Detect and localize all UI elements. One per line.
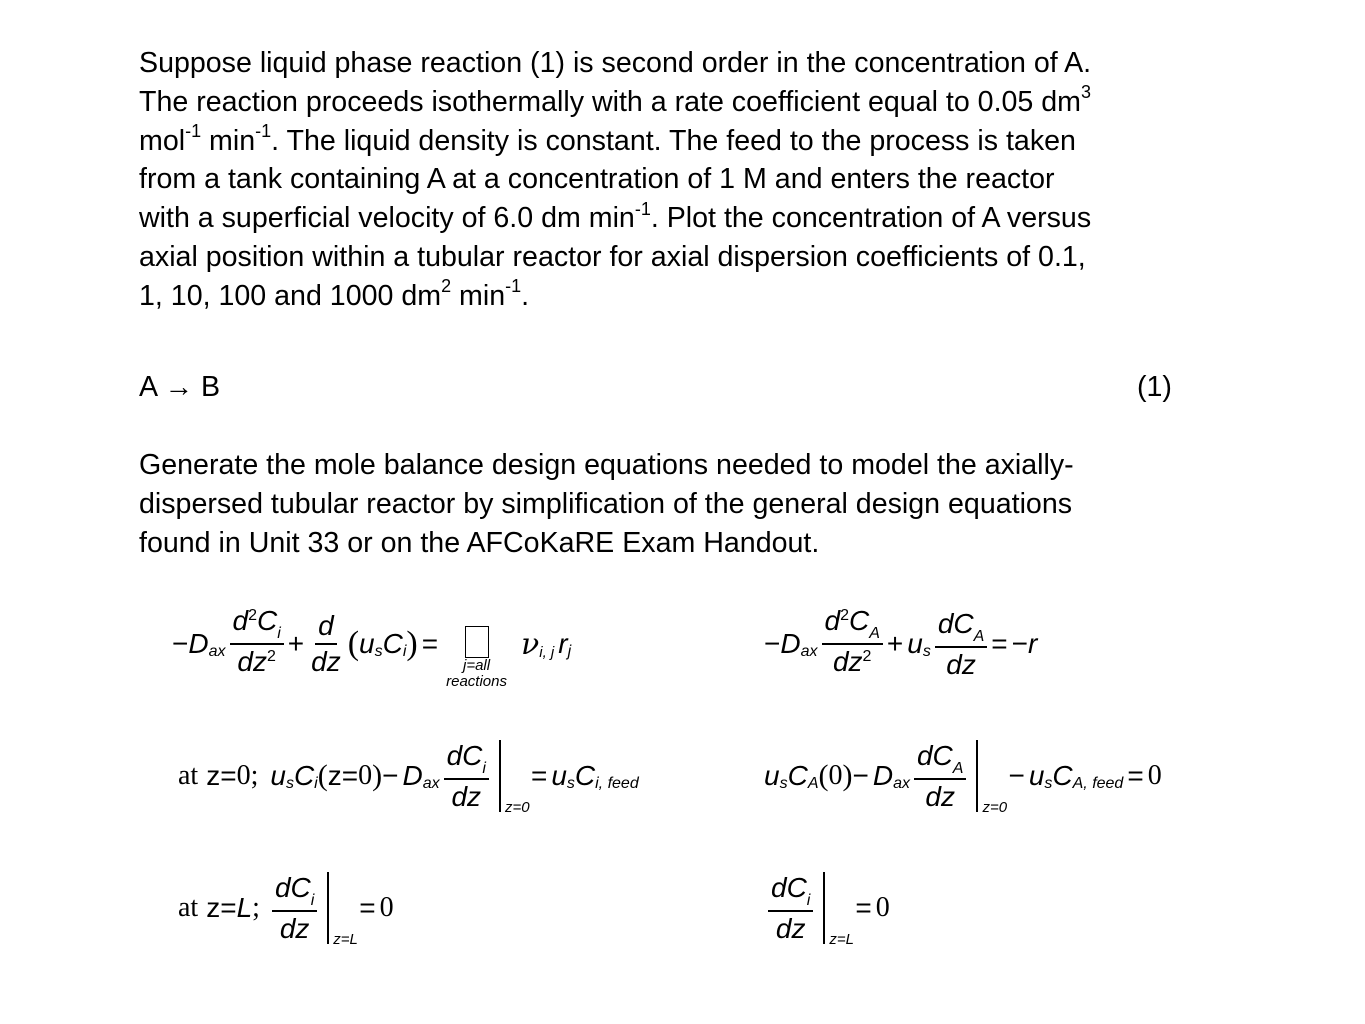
second-derivative-fraction: $\frac{d^2C_i}{dz^2}$ bbox=[230, 606, 284, 682]
inlet-boundary-condition-general: at z = 0; u s C i ( z = 0 ) − D ax $\frac{dC_i}{dz}$ z=0 = u s C i, feed bbox=[178, 739, 639, 816]
outlet-boundary-condition-general: at z = L ; $\frac{dC_i}{dz}$ z=L = 0 bbox=[178, 871, 394, 948]
evaluation-bar: z=L bbox=[327, 872, 329, 944]
simplified-mole-balance-equation: − D ax $\frac{d^2C_A}{dz^2}$ + u s $\frac{dC_A}{dz}$ = − r bbox=[764, 606, 1037, 682]
task-line-1: Generate the mole balance design equations needed to model the axially- bbox=[139, 449, 1074, 481]
task-line-3: found in Unit 33 or on the AFCoKaRE Exam Handout. bbox=[139, 526, 820, 559]
problem-line-3a: mol bbox=[139, 124, 186, 157]
problem-line-3c: . The liquid density is constant. The feed to the process is taken bbox=[271, 124, 1076, 157]
missing-glyph-box bbox=[465, 626, 489, 658]
first-derivative-fraction: $\frac{dC_A}{dz}$ bbox=[914, 741, 966, 812]
task-statement bbox=[139, 446, 1219, 562]
superscript: -1 bbox=[505, 276, 522, 297]
first-derivative-fraction: $\frac{dC_i}{dz}$ bbox=[272, 873, 317, 944]
problem-line-5b: . Plot the concentration of A versus bbox=[650, 202, 1092, 235]
general-mole-balance-equation: − D ax $\frac{d^2C_i}{dz^2}$ + $\frac{d}{dz}$ ( u s C i ) = j=all reactions ν i, j r j bbox=[172, 605, 572, 690]
evaluation-bar: z=0 bbox=[976, 740, 978, 812]
superscript: -1 bbox=[634, 198, 651, 219]
problem-line-7b: min bbox=[451, 279, 506, 312]
problem-line-7c: . bbox=[521, 279, 530, 312]
task-line-2: dispersed tubular reactor by simplification of the general design equations bbox=[139, 487, 1073, 520]
problem-line-3b: min bbox=[201, 124, 256, 157]
reaction-equation bbox=[139, 368, 1219, 407]
superscript: -1 bbox=[185, 121, 202, 142]
reaction-text: A → B bbox=[139, 371, 221, 403]
problem-statement bbox=[139, 44, 1219, 316]
superscript: -1 bbox=[255, 121, 272, 142]
evaluation-bar: z=L bbox=[823, 872, 825, 944]
problem-line-6: axial position within a tubular reactor for axial dispersion coefficients of 0.1, bbox=[139, 240, 1086, 273]
first-derivative-fraction: $\frac{dC_i}{dz}$ bbox=[444, 741, 489, 812]
problem-line-4: from a tank containing A at a concentration of 1 M and enters the reactor bbox=[139, 163, 1055, 196]
problem-line-1: Suppose liquid phase reaction (1) is second order in the concentration of A. bbox=[139, 47, 1092, 79]
problem-line-5a: with a superficial velocity of 6.0 dm min bbox=[139, 202, 635, 235]
superscript: 3 bbox=[1081, 82, 1092, 103]
first-derivative-fraction: $\frac{dC_i}{dz}$ bbox=[768, 873, 813, 944]
reaction-number: (1) bbox=[1137, 371, 1172, 403]
second-derivative-fraction: $\frac{d^2C_A}{dz^2}$ bbox=[822, 606, 883, 682]
summation-symbol: j=all reactions bbox=[446, 626, 507, 690]
inlet-boundary-condition-simplified: u s C A ( 0 ) − D ax $\frac{dC_A}{dz}$ z=0 − u s C A, feed = 0 bbox=[764, 739, 1162, 816]
problem-line-7a: 1, 10, 100 and 1000 dm bbox=[139, 279, 442, 312]
problem-line-2: The reaction proceeds isothermally with a rate coefficient equal to 0.05 dm bbox=[139, 85, 1081, 118]
first-derivative-fraction: $\frac{dC_A}{dz}$ bbox=[935, 609, 987, 680]
evaluation-bar: z=0 bbox=[499, 740, 501, 812]
outlet-boundary-condition-simplified: $\frac{dC_i}{dz}$ z=L = 0 bbox=[764, 872, 890, 944]
first-derivative-fraction: $\frac{d}{dz}$ bbox=[311, 610, 341, 677]
superscript: 2 bbox=[441, 276, 452, 297]
